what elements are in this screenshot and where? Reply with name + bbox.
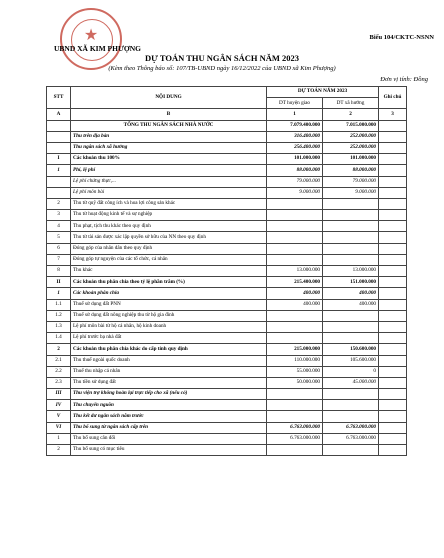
document-title: DỰ TOÁN THU NGÂN SÁCH NĂM 2023: [144, 53, 300, 63]
row-content: Lệ phí môn bài: [71, 187, 267, 198]
row-dt-commune: 6.763.000.000: [323, 422, 379, 433]
row-stt: 8: [47, 266, 71, 277]
row-dt-commune: 0: [323, 366, 379, 377]
row-content: Thu tiền sử dụng đất: [71, 377, 267, 388]
index-cell: A: [47, 109, 71, 120]
row-dt-commune: 7.015.000.000: [323, 120, 379, 131]
row-dt-district: 13.000.000: [267, 266, 323, 277]
table-row: [47, 254, 407, 265]
row-note: [379, 310, 407, 321]
row-content: Các khoản thu phân chia khác do cấp tỉnh quy định: [71, 344, 267, 355]
row-content: Thu kết dư ngân sách năm trước: [71, 411, 267, 422]
row-stt: 1: [47, 288, 71, 299]
row-dt-commune: 79.000.000: [323, 176, 379, 187]
row-dt-district: 400.000: [267, 288, 323, 299]
row-stt: 7: [47, 254, 71, 265]
header-stt: STT: [47, 87, 71, 109]
row-dt-district: [267, 333, 323, 344]
table-row: [47, 389, 407, 400]
table-row: [47, 366, 407, 377]
row-dt-district: [267, 445, 323, 456]
row-dt-commune: [323, 411, 379, 422]
row-content: Phí, lệ phí: [71, 165, 267, 176]
row-content: Thu phạt, tịch thu khác theo quy định: [71, 221, 267, 232]
row-content: Các khoản thu 100%: [71, 154, 267, 165]
table-row: [47, 321, 407, 332]
row-dt-district: 101.000.000: [267, 154, 323, 165]
table-row: [47, 176, 407, 187]
row-note: [379, 198, 407, 209]
index-cell: B: [71, 109, 267, 120]
row-dt-district: 215.000.000: [267, 344, 323, 355]
row-dt-commune: 13.000.000: [323, 266, 379, 277]
table-row: [47, 165, 407, 176]
row-dt-commune: 45.000.000: [323, 377, 379, 388]
row-note: [379, 254, 407, 265]
row-dt-commune: [323, 243, 379, 254]
row-dt-district: 6.763.000.000: [267, 422, 323, 433]
row-stt: 1.2: [47, 310, 71, 321]
row-dt-commune: [323, 254, 379, 265]
row-content: Thu từ hoạt động kinh tế và sự nghiệp: [71, 210, 267, 221]
table-row: [47, 210, 407, 221]
row-note: [379, 154, 407, 165]
table-row: [47, 411, 407, 422]
row-dt-district: 110.000.000: [267, 355, 323, 366]
row-note: [379, 400, 407, 411]
table-row: [47, 310, 407, 321]
index-cell: 2: [323, 109, 379, 120]
row-note: [379, 266, 407, 277]
table-row: [47, 120, 407, 131]
row-dt-commune: [323, 210, 379, 221]
row-dt-district: [267, 254, 323, 265]
row-dt-district: 400.000: [267, 299, 323, 310]
table-row: [47, 445, 407, 456]
row-stt: 2.2: [47, 366, 71, 377]
row-note: [379, 389, 407, 400]
row-dt-commune: [323, 221, 379, 232]
row-dt-district: [267, 210, 323, 221]
row-note: [379, 445, 407, 456]
row-dt-district: [267, 400, 323, 411]
row-content: Thu từ tài sản được xác lập quyền sở hữu của NN theo quy định: [71, 232, 267, 243]
row-dt-district: 7.079.400.000: [267, 120, 323, 131]
row-stt: [47, 142, 71, 153]
row-content: Các khoản phân chia: [71, 288, 267, 299]
row-stt: 6: [47, 243, 71, 254]
row-note: [379, 277, 407, 288]
table-row: [47, 221, 407, 232]
row-note: [379, 422, 407, 433]
row-dt-commune: 252.000.000: [323, 131, 379, 142]
row-dt-district: [267, 198, 323, 209]
row-dt-commune: [323, 310, 379, 321]
row-dt-district: 55.000.000: [267, 366, 323, 377]
row-dt-district: [267, 389, 323, 400]
row-stt: 4: [47, 221, 71, 232]
row-content: Thu thuế ngoài quốc doanh: [71, 355, 267, 366]
row-note: [379, 176, 407, 187]
row-stt: [47, 131, 71, 142]
row-note: [379, 142, 407, 153]
row-note: [379, 221, 407, 232]
budget-table: [46, 86, 407, 456]
header-estimate-group: DỰ TOÁN NĂM 2023: [267, 87, 379, 98]
row-note: [379, 243, 407, 254]
row-content: Đóng góp của nhân dân theo quy định: [71, 243, 267, 254]
row-dt-commune: [323, 389, 379, 400]
row-stt: II: [47, 277, 71, 288]
row-note: [379, 187, 407, 198]
row-content: Thu bổ sung từ ngân sách cấp trên: [71, 422, 267, 433]
table-row: [47, 154, 407, 165]
row-note: [379, 165, 407, 176]
row-content: Lệ phí trước bạ nhà đất: [71, 333, 267, 344]
row-note: [379, 321, 407, 332]
row-dt-commune: [323, 333, 379, 344]
row-stt: 1.1: [47, 299, 71, 310]
row-dt-commune: 400.000: [323, 299, 379, 310]
row-content: Thuế sử dụng đất nông nghiệp thu từ hộ gia đình: [71, 310, 267, 321]
row-dt-commune: 9.000.000: [323, 187, 379, 198]
table-row: [47, 422, 407, 433]
row-stt: IV: [47, 400, 71, 411]
row-note: [379, 288, 407, 299]
row-stt: VI: [47, 422, 71, 433]
row-content: Thu bổ sung cân đối: [71, 433, 267, 444]
row-content: Các khoản thu phân chia theo tỷ lệ phần trăm (%): [71, 277, 267, 288]
official-seal-icon: ★: [60, 8, 122, 70]
row-note: [379, 366, 407, 377]
row-dt-district: 88.000.000: [267, 165, 323, 176]
row-stt: 2: [47, 445, 71, 456]
row-dt-district: [267, 232, 323, 243]
row-note: [379, 131, 407, 142]
table-row: [47, 277, 407, 288]
table-row: [47, 377, 407, 388]
row-dt-commune: [323, 198, 379, 209]
row-content: Thu trên địa bàn: [71, 131, 267, 142]
row-dt-commune: 101.000.000: [323, 154, 379, 165]
row-content: Thu bổ sung có mục tiêu: [71, 445, 267, 456]
row-dt-district: 50.000.000: [267, 377, 323, 388]
row-content: Thu ngân sách xã hưởng: [71, 142, 267, 153]
row-dt-district: 9.000.000: [267, 187, 323, 198]
table-row: [47, 299, 407, 310]
row-content: Thu từ quỹ đất công ích và hoa lợi công sản khác: [71, 198, 267, 209]
row-note: [379, 355, 407, 366]
header-content: NỘI DUNG: [71, 87, 267, 109]
row-note: [379, 411, 407, 422]
row-stt: [47, 187, 71, 198]
table-body: [47, 120, 407, 456]
row-dt-district: 316.400.000: [267, 131, 323, 142]
currency-unit: Đơn vị tính: Đồng: [380, 76, 428, 83]
row-stt: 1.4: [47, 333, 71, 344]
row-stt: 1.3: [47, 321, 71, 332]
row-dt-commune: [323, 232, 379, 243]
row-note: [379, 377, 407, 388]
row-stt: 1: [47, 165, 71, 176]
row-dt-commune: 150.600.000: [323, 344, 379, 355]
row-content: Thu chuyển nguồn: [71, 400, 267, 411]
table-row: [47, 288, 407, 299]
row-dt-district: 79.000.000: [267, 176, 323, 187]
row-dt-commune: 400.000: [323, 288, 379, 299]
row-stt: 3: [47, 210, 71, 221]
table-row: [47, 142, 407, 153]
row-dt-district: 6.763.000.000: [267, 433, 323, 444]
row-stt: 2: [47, 344, 71, 355]
row-dt-district: [267, 243, 323, 254]
form-code: Biểu 104/CKTC-NSNN: [369, 34, 434, 41]
table-row: [47, 198, 407, 209]
row-dt-district: 256.400.000: [267, 142, 323, 153]
index-cell: 1: [267, 109, 323, 120]
row-stt: I: [47, 154, 71, 165]
table-row: [47, 266, 407, 277]
row-note: [379, 299, 407, 310]
row-stt: 2: [47, 198, 71, 209]
table-row: [47, 344, 407, 355]
header-dt-district: DT huyện giao: [267, 98, 323, 109]
index-cell: 3: [379, 109, 407, 120]
row-note: [379, 232, 407, 243]
row-dt-commune: [323, 321, 379, 332]
row-dt-district: [267, 321, 323, 332]
row-stt: 5: [47, 232, 71, 243]
document-subtitle: (Kèm theo Thông báo số: 107/TB-UBND ngày 16/12/2022 của UBND xã Kim Phượng): [108, 65, 336, 72]
row-content: Thuế thu nhập cá nhân: [71, 366, 267, 377]
table-row: [47, 232, 407, 243]
row-dt-commune: [323, 445, 379, 456]
row-stt: III: [47, 389, 71, 400]
row-note: [379, 333, 407, 344]
row-dt-district: [267, 310, 323, 321]
row-dt-commune: 6.763.000.000: [323, 433, 379, 444]
row-stt: [47, 120, 71, 131]
table-row: [47, 187, 407, 198]
row-dt-commune: 88.000.000: [323, 165, 379, 176]
row-dt-commune: [323, 400, 379, 411]
row-content: Lệ phí môn bài từ hộ cá nhân, hộ kinh doanh: [71, 321, 267, 332]
row-stt: 2.3: [47, 377, 71, 388]
row-stt: 2.1: [47, 355, 71, 366]
table-row: [47, 433, 407, 444]
row-note: [379, 120, 407, 131]
row-content: Thu khác: [71, 266, 267, 277]
header-dt-commune: DT xã hướng: [323, 98, 379, 109]
table-row: [47, 243, 407, 254]
row-dt-commune: 151.000.000: [323, 277, 379, 288]
row-content: Lệ phí chứng thực,...: [71, 176, 267, 187]
row-content: TỔNG THU NGÂN SÁCH NHÀ NƯỚC: [71, 120, 267, 131]
header-note: Ghi chú: [379, 87, 407, 109]
row-stt: [47, 176, 71, 187]
table-row: [47, 333, 407, 344]
row-dt-commune: 105.600.000: [323, 355, 379, 366]
row-dt-district: 215.400.000: [267, 277, 323, 288]
row-content: Đóng góp tự nguyện của các tổ chức, cá nhân: [71, 254, 267, 265]
row-dt-district: [267, 221, 323, 232]
row-dt-commune: 252.000.000: [323, 142, 379, 153]
row-content: Thu viện trợ không hoàn lại trực tiếp cho xã (nếu có): [71, 389, 267, 400]
row-note: [379, 344, 407, 355]
row-note: [379, 210, 407, 221]
agency-name: UBND XÃ KIM PHƯỢNG: [54, 44, 142, 53]
row-note: [379, 433, 407, 444]
index-row: [47, 109, 407, 120]
row-stt: 1: [47, 433, 71, 444]
row-dt-district: [267, 411, 323, 422]
row-stt: V: [47, 411, 71, 422]
table-row: [47, 355, 407, 366]
table-row: [47, 400, 407, 411]
table-row: [47, 131, 407, 142]
row-content: Thuế sử dụng đất PNN: [71, 299, 267, 310]
